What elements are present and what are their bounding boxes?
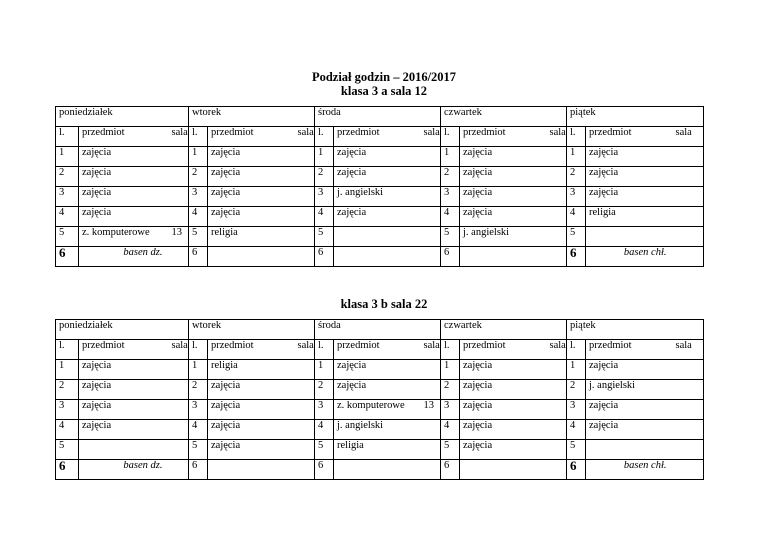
subject-cell: zajęcia bbox=[586, 167, 673, 187]
col-header-lesson-number: l. bbox=[441, 127, 460, 147]
col-header-lesson-number: l. bbox=[441, 340, 460, 360]
lesson-number: 3 bbox=[441, 400, 460, 420]
lesson-number: 1 bbox=[315, 147, 334, 167]
lesson-number: 5 bbox=[441, 227, 460, 247]
subject-cell: zajęcia bbox=[460, 187, 547, 207]
room-cell bbox=[421, 147, 441, 167]
lesson-number: 4 bbox=[56, 207, 79, 227]
room-cell bbox=[547, 227, 567, 247]
lesson-number: 5 bbox=[315, 227, 334, 247]
day-header: czwartek bbox=[441, 320, 567, 340]
room-cell bbox=[295, 420, 315, 440]
room-cell bbox=[295, 360, 315, 380]
col-header-subject: przedmiot bbox=[460, 340, 547, 360]
room-cell bbox=[421, 247, 441, 267]
table-row bbox=[56, 147, 704, 167]
room-cell: 13 bbox=[169, 227, 189, 247]
col-header-subject: przedmiot bbox=[334, 127, 421, 147]
room-cell bbox=[673, 207, 704, 227]
subject-cell: zajęcia bbox=[586, 147, 673, 167]
table-row bbox=[56, 360, 704, 380]
room-cell bbox=[547, 207, 567, 227]
room-cell bbox=[673, 420, 704, 440]
lesson-number: 6 bbox=[441, 247, 460, 267]
lesson-number: 1 bbox=[56, 360, 79, 380]
lesson-number: 4 bbox=[56, 420, 79, 440]
col-header-subject: przedmiot bbox=[208, 127, 295, 147]
subject-cell bbox=[460, 247, 547, 267]
room-cell bbox=[169, 187, 189, 207]
lesson-number: 5 bbox=[315, 440, 334, 460]
lesson-number: 3 bbox=[315, 400, 334, 420]
col-header-room: sala bbox=[547, 340, 567, 360]
room-cell bbox=[547, 247, 567, 267]
pool-note-friday bbox=[586, 460, 673, 480]
col-header-room: sala bbox=[295, 340, 315, 360]
subject-cell: religia bbox=[586, 207, 673, 227]
lesson-number: 2 bbox=[441, 380, 460, 400]
lesson-number: 6 bbox=[56, 247, 79, 267]
lesson-number: 4 bbox=[315, 207, 334, 227]
table-row bbox=[56, 400, 704, 420]
subject-cell: zajęcia bbox=[334, 207, 421, 227]
timetable-class-b bbox=[55, 319, 704, 480]
lesson-number: 5 bbox=[189, 227, 208, 247]
table-row bbox=[56, 420, 704, 440]
room-cell bbox=[547, 420, 567, 440]
subject-cell: zajęcia bbox=[334, 360, 421, 380]
subject-cell: zajęcia bbox=[586, 187, 673, 207]
col-header-lesson-number: l. bbox=[189, 340, 208, 360]
table-row bbox=[56, 380, 704, 400]
lesson-number: 3 bbox=[441, 187, 460, 207]
col-header-lesson-number: l. bbox=[567, 340, 586, 360]
lesson-number: 6 bbox=[567, 247, 586, 267]
col-header-subject: przedmiot bbox=[208, 340, 295, 360]
col-header-room: sala bbox=[673, 340, 704, 360]
day-header: środa bbox=[315, 107, 441, 127]
room-cell bbox=[295, 167, 315, 187]
room-cell bbox=[547, 167, 567, 187]
timetable-class-a bbox=[55, 106, 704, 267]
room-cell bbox=[169, 420, 189, 440]
subject-cell bbox=[334, 460, 421, 480]
room-cell bbox=[169, 400, 189, 420]
day-header: piątek bbox=[567, 107, 704, 127]
room-cell bbox=[673, 167, 704, 187]
lesson-number: 3 bbox=[189, 400, 208, 420]
room-cell bbox=[673, 400, 704, 420]
room-cell bbox=[169, 360, 189, 380]
lesson-number: 2 bbox=[315, 380, 334, 400]
pool-note-monday bbox=[79, 460, 169, 480]
room-cell bbox=[673, 460, 704, 480]
subject-cell: j. angielski bbox=[586, 380, 673, 400]
lesson-number: 2 bbox=[441, 167, 460, 187]
pool-note-text: basen chł. bbox=[623, 247, 667, 258]
lesson-number: 6 bbox=[189, 460, 208, 480]
room-cell bbox=[673, 147, 704, 167]
table-row bbox=[56, 460, 704, 480]
lesson-number: 5 bbox=[567, 440, 586, 460]
table-row bbox=[56, 247, 704, 267]
room-cell bbox=[421, 440, 441, 460]
subject-cell: zajęcia bbox=[208, 207, 295, 227]
lesson-number: 5 bbox=[56, 227, 79, 247]
subject-cell: zajęcia bbox=[586, 420, 673, 440]
room-cell bbox=[295, 440, 315, 460]
subject-cell: zajęcia bbox=[208, 187, 295, 207]
subject-cell: religia bbox=[208, 360, 295, 380]
room-cell bbox=[547, 147, 567, 167]
subject-cell: zajęcia bbox=[460, 420, 547, 440]
subject-cell: zajęcia bbox=[460, 440, 547, 460]
room-cell bbox=[169, 247, 189, 267]
room-cell bbox=[421, 380, 441, 400]
subject-cell: zajęcia bbox=[208, 440, 295, 460]
subject-cell: j. angielski bbox=[334, 187, 421, 207]
table-row bbox=[56, 167, 704, 187]
day-header: środa bbox=[315, 320, 441, 340]
room-cell bbox=[673, 440, 704, 460]
room-cell bbox=[169, 207, 189, 227]
lesson-number: 5 bbox=[441, 440, 460, 460]
lesson-number: 2 bbox=[56, 380, 79, 400]
subject-cell: religia bbox=[334, 440, 421, 460]
lesson-number: 1 bbox=[189, 360, 208, 380]
subject-cell bbox=[460, 460, 547, 480]
day-header: wtorek bbox=[189, 107, 315, 127]
subject-cell: zajęcia bbox=[586, 400, 673, 420]
col-header-subject: przedmiot bbox=[460, 127, 547, 147]
col-header-subject: przedmiot bbox=[79, 127, 169, 147]
room-cell bbox=[169, 440, 189, 460]
room-cell bbox=[421, 167, 441, 187]
subject-cell: zajęcia bbox=[460, 400, 547, 420]
room-cell bbox=[547, 460, 567, 480]
lesson-number: 2 bbox=[189, 380, 208, 400]
subject-cell: zajęcia bbox=[460, 207, 547, 227]
subject-cell: zajęcia bbox=[334, 380, 421, 400]
class-a-title: klasa 3 a sala 12 bbox=[340, 84, 428, 98]
room-cell bbox=[169, 147, 189, 167]
room-cell bbox=[295, 207, 315, 227]
room-cell bbox=[421, 460, 441, 480]
col-header-subject: przedmiot bbox=[334, 340, 421, 360]
day-header: poniedziałek bbox=[56, 320, 189, 340]
room-cell bbox=[295, 227, 315, 247]
subject-cell: religia bbox=[208, 227, 295, 247]
col-header-lesson-number: l. bbox=[315, 127, 334, 147]
col-header-room: sala bbox=[421, 340, 441, 360]
lesson-number: 4 bbox=[189, 420, 208, 440]
subject-cell: z. komputerowe bbox=[79, 227, 169, 247]
lesson-number: 1 bbox=[56, 147, 79, 167]
table-row bbox=[56, 207, 704, 227]
lesson-number: 5 bbox=[56, 440, 79, 460]
col-header-room: sala bbox=[421, 127, 441, 147]
room-cell bbox=[295, 400, 315, 420]
subject-cell bbox=[586, 227, 673, 247]
col-header-lesson-number: l. bbox=[567, 127, 586, 147]
subject-cell: zajęcia bbox=[334, 167, 421, 187]
col-header-room: sala bbox=[169, 127, 189, 147]
day-header: poniedziałek bbox=[56, 107, 189, 127]
col-header-subject: przedmiot bbox=[586, 340, 673, 360]
room-cell bbox=[547, 360, 567, 380]
lesson-number: 3 bbox=[56, 400, 79, 420]
col-header-lesson-number: l. bbox=[56, 340, 79, 360]
col-header-lesson-number: l. bbox=[315, 340, 334, 360]
lesson-number: 2 bbox=[567, 380, 586, 400]
lesson-number: 4 bbox=[441, 207, 460, 227]
subject-cell: zajęcia bbox=[79, 380, 169, 400]
room-cell bbox=[169, 460, 189, 480]
subject-cell: zajęcia bbox=[208, 147, 295, 167]
day-header: piątek bbox=[567, 320, 704, 340]
table-row bbox=[56, 227, 704, 247]
subject-cell bbox=[208, 460, 295, 480]
lesson-number: 2 bbox=[567, 167, 586, 187]
subject-cell: zajęcia bbox=[79, 400, 169, 420]
col-header-subject: przedmiot bbox=[586, 127, 673, 147]
lesson-number: 2 bbox=[315, 167, 334, 187]
subject-cell: zajęcia bbox=[208, 380, 295, 400]
lesson-number: 5 bbox=[189, 440, 208, 460]
subject-cell: zajęcia bbox=[586, 360, 673, 380]
subject-cell: zajęcia bbox=[208, 420, 295, 440]
pool-note-text: basen chł. bbox=[623, 460, 667, 471]
lesson-number: 1 bbox=[441, 147, 460, 167]
lesson-number: 6 bbox=[441, 460, 460, 480]
subject-cell bbox=[334, 227, 421, 247]
room-cell bbox=[421, 227, 441, 247]
subject-cell: zajęcia bbox=[460, 147, 547, 167]
col-header-room: sala bbox=[295, 127, 315, 147]
subject-cell bbox=[334, 247, 421, 267]
class-b-title: klasa 3 b sala 22 bbox=[340, 297, 428, 311]
col-header-lesson-number: l. bbox=[189, 127, 208, 147]
subject-cell: zajęcia bbox=[334, 147, 421, 167]
room-cell bbox=[295, 247, 315, 267]
room-cell bbox=[421, 360, 441, 380]
room-cell bbox=[673, 187, 704, 207]
lesson-number: 6 bbox=[56, 460, 79, 480]
pool-note-text: basen dz. bbox=[123, 460, 163, 471]
room-cell bbox=[421, 420, 441, 440]
room-cell bbox=[295, 187, 315, 207]
lesson-number: 3 bbox=[56, 187, 79, 207]
subject-cell bbox=[586, 440, 673, 460]
lesson-number: 3 bbox=[189, 187, 208, 207]
subject-cell: zajęcia bbox=[79, 360, 169, 380]
subject-cell: zajęcia bbox=[460, 167, 547, 187]
col-header-room: sala bbox=[547, 127, 567, 147]
lesson-number: 2 bbox=[56, 167, 79, 187]
lesson-number: 2 bbox=[189, 167, 208, 187]
room-cell bbox=[547, 380, 567, 400]
subject-cell: j. angielski bbox=[334, 420, 421, 440]
room-cell bbox=[421, 207, 441, 227]
room-cell bbox=[547, 440, 567, 460]
table-row bbox=[56, 187, 704, 207]
col-header-subject: przedmiot bbox=[79, 340, 169, 360]
subject-cell bbox=[208, 247, 295, 267]
subject-cell: zajęcia bbox=[79, 167, 169, 187]
lesson-number: 4 bbox=[567, 207, 586, 227]
lesson-number: 6 bbox=[315, 247, 334, 267]
pool-note-friday bbox=[586, 247, 673, 267]
subject-cell: zajęcia bbox=[208, 400, 295, 420]
lesson-number: 5 bbox=[567, 227, 586, 247]
room-cell bbox=[673, 227, 704, 247]
table-row bbox=[56, 440, 704, 460]
lesson-number: 4 bbox=[567, 420, 586, 440]
room-cell bbox=[295, 460, 315, 480]
lesson-number: 1 bbox=[567, 147, 586, 167]
lesson-number: 4 bbox=[441, 420, 460, 440]
lesson-number: 3 bbox=[315, 187, 334, 207]
col-header-lesson-number: l. bbox=[56, 127, 79, 147]
subject-cell bbox=[79, 440, 169, 460]
lesson-number: 1 bbox=[567, 360, 586, 380]
subject-cell: zajęcia bbox=[79, 420, 169, 440]
room-cell bbox=[421, 187, 441, 207]
lesson-number: 1 bbox=[189, 147, 208, 167]
pool-note-monday bbox=[79, 247, 169, 267]
day-header: czwartek bbox=[441, 107, 567, 127]
pool-note-text: basen dz. bbox=[123, 247, 163, 258]
room-cell bbox=[295, 380, 315, 400]
lesson-number: 1 bbox=[441, 360, 460, 380]
lesson-number: 6 bbox=[189, 247, 208, 267]
room-cell bbox=[295, 147, 315, 167]
subject-cell: zajęcia bbox=[79, 187, 169, 207]
document-title: Podział godzin – 2016/2017 bbox=[311, 70, 457, 84]
subject-cell: zajęcia bbox=[208, 167, 295, 187]
room-cell bbox=[673, 247, 704, 267]
lesson-number: 1 bbox=[315, 360, 334, 380]
subject-cell: zajęcia bbox=[460, 380, 547, 400]
room-cell bbox=[169, 380, 189, 400]
subject-cell: zajęcia bbox=[79, 147, 169, 167]
lesson-number: 3 bbox=[567, 400, 586, 420]
lesson-number: 4 bbox=[189, 207, 208, 227]
col-header-room: sala bbox=[673, 127, 704, 147]
day-header: wtorek bbox=[189, 320, 315, 340]
lesson-number: 3 bbox=[567, 187, 586, 207]
lesson-number: 4 bbox=[315, 420, 334, 440]
subject-cell: zajęcia bbox=[79, 207, 169, 227]
subject-cell: zajęcia bbox=[460, 360, 547, 380]
room-cell bbox=[547, 187, 567, 207]
room-cell bbox=[169, 167, 189, 187]
subject-cell: j. angielski bbox=[460, 227, 547, 247]
room-cell bbox=[673, 380, 704, 400]
room-cell bbox=[673, 360, 704, 380]
subject-cell: z. komputerowe bbox=[334, 400, 421, 420]
room-cell bbox=[547, 400, 567, 420]
col-header-room: sala bbox=[169, 340, 189, 360]
lesson-number: 6 bbox=[567, 460, 586, 480]
room-cell: 13 bbox=[421, 400, 441, 420]
lesson-number: 6 bbox=[315, 460, 334, 480]
